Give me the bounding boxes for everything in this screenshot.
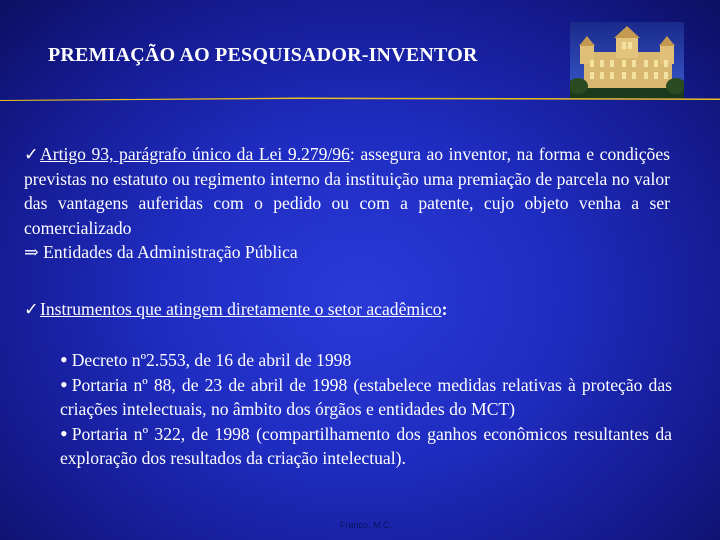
law-description: : assegura ao inventor, na forma e condições previstas no estatuto ou regimento interno da instituição uma premiação de parcela no valor das vantagens auferidas com o pedido ou com a patente, cujo objeto venha a ser comercializado — [24, 144, 670, 238]
footer-author: Franco, M.C. — [340, 520, 393, 530]
conclusion-text: Entidades da Administração Pública — [38, 242, 298, 262]
list-item: • Decreto nº2.553, de 16 de abril de 1998 — [60, 347, 352, 372]
list-item: • Portaria nº 322, de 1998 (compartilhamento dos ganhos econômicos resultantes da exploração dos resultados da criação intelectual). — [60, 420, 672, 468]
bullet-icon: • — [60, 371, 68, 397]
paragraph-lei — [24, 142, 670, 265]
bullet-icon: • — [60, 347, 68, 372]
right-arrow-icon: ⇒ — [24, 242, 39, 262]
law-reference: Artigo 93, parágrafo único da Lei 9.279/96 — [40, 144, 350, 164]
building-photo — [570, 22, 684, 98]
instruments-heading: Instrumentos que atingem diretamente o setor acadêmico — [40, 299, 442, 319]
slide-title: PREMIAÇÃO AO PESQUISADOR-INVENTOR — [48, 44, 478, 66]
bullet-list — [60, 348, 672, 471]
check-icon: ✓ — [24, 299, 39, 319]
list-item: • Portaria nº 88, de 23 de abril de 1998 (estabelece medidas relativas à proteção das criações intelectuais, no âmbito dos órgãos e entidades do MCT) — [60, 371, 672, 419]
paragraph-instrumentos — [24, 297, 670, 322]
bullet-icon: • — [60, 420, 68, 446]
instruments-colon: : — [441, 299, 448, 319]
check-icon: ✓ — [24, 144, 39, 164]
